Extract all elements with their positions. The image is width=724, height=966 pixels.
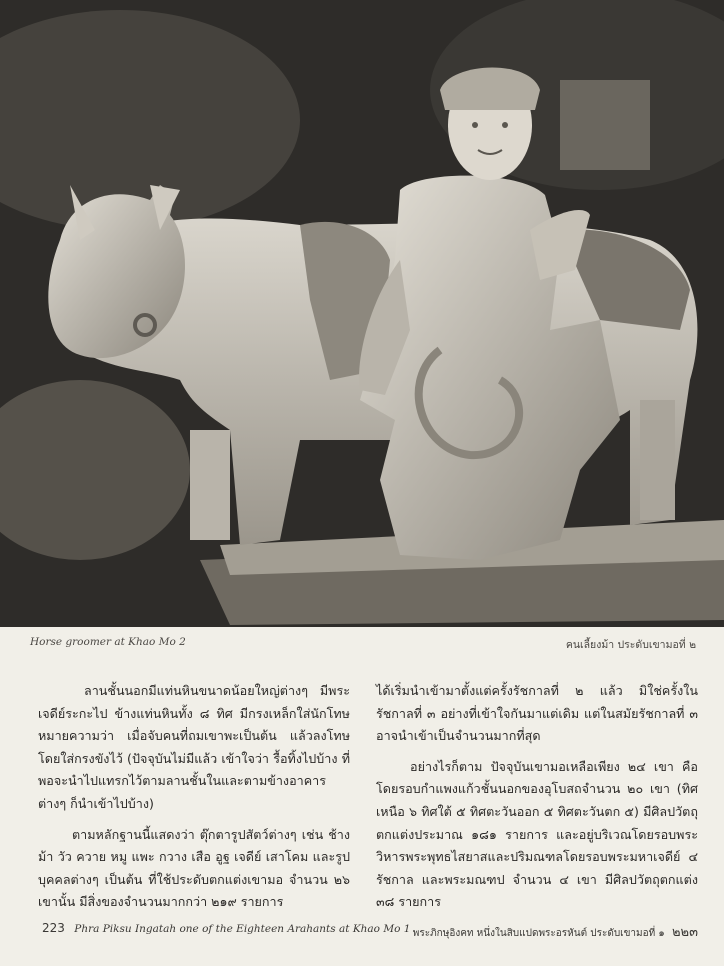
footer-left <box>42 921 410 935</box>
body-paragraph: ลานชั้นนอกมีแท่นหินขนาดน้อยใหญ่ต่างๆ มีพระเจดีย์ระกะไป ข้างแท่นหินทั้ง ๘ ทิศ มีกรงเหล็กใส่นักโทษ หมายความว่า เมื่อจับคนที่ถมเขาพะเป็นต้น แล้วลงโทษโดยใส่กรงขังไว้ (ปัจจุบันไม่มีแล้ว เข้าใจว่า รื้อทิ้งไปบ้าง ที่พอจะนำไปแทรกไว้ตามลานชั้นในและตามข้างอาคารต่างๆ ก็นำเข้าไปบ้าง) <box>38 683 350 811</box>
page-number: 223 <box>42 921 65 935</box>
footer-caption-thai: พระภิกษุอิงคท หนึ่งในสิบแปดพระอรหันต์ ประดับเขามอที่ ๑ <box>412 928 665 939</box>
footer-caption-english: Phra Piksu Ingatah one of the Eighteen Arahants at Khao Mo 1 <box>74 923 411 935</box>
body-paragraph: อย่างไรก็ตาม ปัจจุบันเขามอเหลือเพียง ๒๔ เขา คือ โดยรอบกำแพงแก้วชั้นนอกของอุโบสถจำนวน ๒๐ เขา (ทิศเหนือ ๖ ทิศใต้ ๕ ทิศตะวันออก ๕ ทิศตะวันตก ๕) มีศิลปวัตถุตกแต่งประมาณ ๑๘๑ รายการ และอยู่บริเวณโดยรอบพระวิหารพระพุทธไสยาสและปริมณฑลโดยรอบพระมหาเจดีย์ ๔ รัชกาล และพระมณฑป จำนวน ๔ เขา มีศิลปวัตถุตกแต่ง ๓๘ รายการ <box>376 758 698 910</box>
footer-right <box>413 921 698 942</box>
body-paragraph: ได้เริ่มนำเข้ามาตั้งแต่ครั้งรัชกาลที่ ๒ แล้ว มิใช่ครั้งในรัชกาลที่ ๓ อย่างที่เข้าใจกันมาแต่เดิม แต่ในสมัยรัชกาลที่ ๓ อาจนำเข้าเป็นจำนวนมากที่สุด <box>376 683 698 744</box>
body-paragraph: ตามหลักฐานนี้แสดงว่า ตุ๊กตารูปสัตว์ต่างๆ เช่น ช้าง ม้า วัว ควาย หมู แพะ กวาง เสือ อูฐ เจดีย์ เสาโคม และรูปบุคคลต่างๆ เป็นต้น ที่ใช้ประดับตกแต่งเขามอ จำนวน ๒๖ เขานั้น มีสิ่งของจำนวนมากกว่า ๒๑๙ รายการ <box>38 826 350 910</box>
caption-english: Horse groomer at Khao Mo 2 <box>30 636 186 648</box>
caption-thai: คนเลี้ยงม้า ประดับเขามอที่ ๒ <box>565 639 696 651</box>
body-column-right <box>376 680 698 922</box>
body-column-left <box>38 680 350 922</box>
page-number-thai: ๒๒๓ <box>671 925 698 940</box>
